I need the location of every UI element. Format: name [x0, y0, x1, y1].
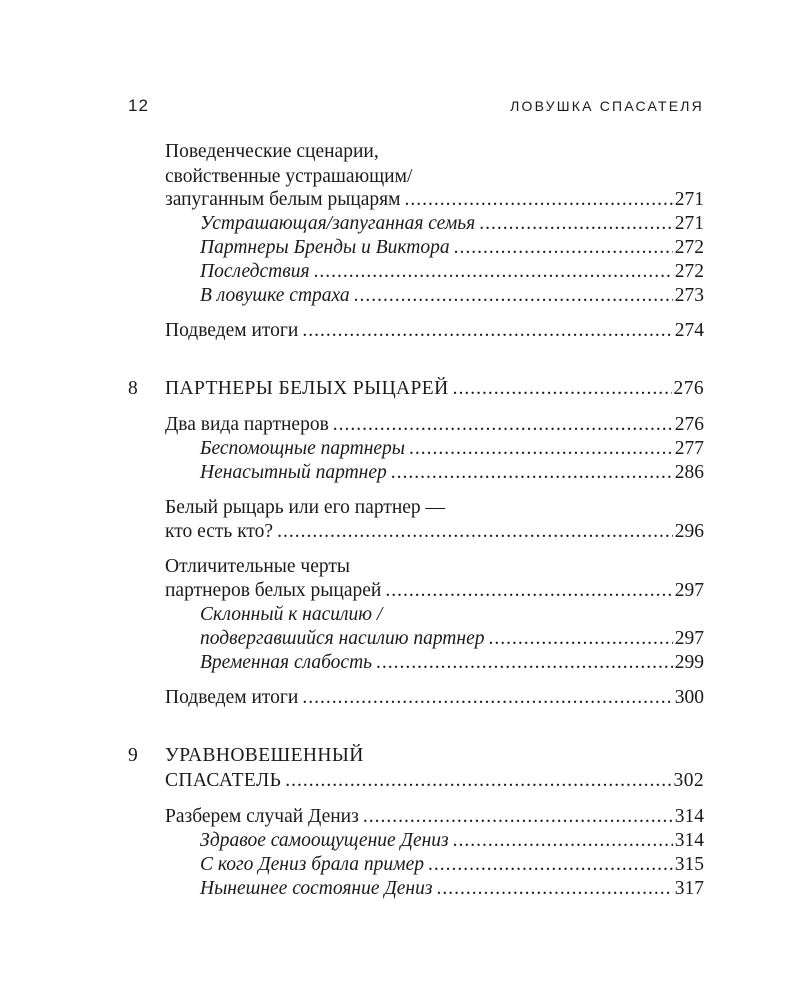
- toc-page-number: 276: [674, 414, 704, 435]
- toc-leader-dots: [405, 187, 673, 213]
- toc-entry-line: свойственные устрашающим/: [165, 166, 413, 187]
- toc-leader-dots: [302, 685, 672, 711]
- toc-page-number: 297: [674, 580, 704, 601]
- toc-entry-title: Беспомощные партнеры: [200, 438, 405, 459]
- toc-entry-line: Поведенческие сценарии,: [165, 141, 379, 162]
- toc-page-number: 317: [674, 878, 704, 899]
- toc-leader-dots: [453, 828, 673, 854]
- toc-subentry[interactable]: [200, 436, 704, 462]
- toc-page-number: 297: [674, 628, 704, 649]
- toc-entry-title: Подведем итоги: [165, 320, 299, 341]
- toc-leader-dots: [302, 318, 672, 344]
- toc-leader-dots: [428, 852, 673, 878]
- toc-entry-title: Здравое самоощущение Дениз: [200, 830, 449, 851]
- toc-entry-title: Разберем случай Дениз: [165, 806, 359, 827]
- toc-entry-title: партнеров белых рыцарей: [165, 580, 382, 601]
- toc-page-number: 300: [674, 687, 704, 708]
- running-head: ЛОВУШКА СПАСАТЕЛЯ: [510, 98, 704, 114]
- toc-entry-title: Два вида партнеров: [165, 414, 329, 435]
- toc-page-number: 272: [674, 237, 704, 258]
- toc-page-number: 314: [674, 806, 704, 827]
- toc-page-number: 299: [674, 652, 704, 673]
- toc-page-number: 296: [674, 521, 704, 542]
- toc-subentry[interactable]: [200, 828, 704, 854]
- toc-entry-title: Ненасытный партнер: [200, 462, 387, 483]
- toc-subentry[interactable]: [200, 650, 704, 676]
- toc-subentry-line: Склонный к насилию /: [200, 604, 383, 625]
- toc-entry-title: Подведем итоги: [165, 687, 299, 708]
- toc-entry-title: Партнеры Бренды и Виктора: [200, 237, 450, 258]
- toc-page-number: 272: [674, 261, 704, 282]
- toc-leader-dots: [409, 436, 673, 462]
- toc-subentry[interactable]: [200, 259, 704, 285]
- toc-leader-dots: [385, 578, 672, 604]
- toc-page-number: 302: [673, 770, 704, 791]
- toc-leader-dots: [314, 259, 673, 285]
- toc-entry-line: Белый рыцарь или его партнер —: [165, 497, 446, 518]
- toc-page-number: 314: [674, 830, 704, 851]
- toc-leader-dots: [488, 626, 672, 652]
- toc-chapter-entry[interactable]: [165, 376, 704, 402]
- toc-leader-dots: [333, 412, 673, 438]
- chapter-number: 9: [128, 745, 138, 766]
- toc-page-number: 274: [674, 320, 704, 341]
- toc-entry-title: запуганным белым рыцарям: [165, 189, 401, 210]
- toc-entry-line: Отличительные черты: [165, 556, 350, 577]
- toc-subentry[interactable]: [200, 211, 704, 237]
- toc-leader-dots: [376, 650, 673, 676]
- toc-subentry[interactable]: [200, 876, 704, 902]
- toc-page-number: 315: [674, 854, 704, 875]
- toc-leader-dots: [391, 460, 673, 486]
- toc-subentry[interactable]: [200, 626, 704, 652]
- toc-leader-dots: [354, 283, 673, 309]
- toc-subentry[interactable]: [200, 235, 704, 261]
- toc-subentry[interactable]: [200, 460, 704, 486]
- toc-subentry[interactable]: [200, 852, 704, 878]
- toc-entry-title: кто есть кто?: [165, 521, 274, 542]
- toc-leader-dots: [277, 519, 673, 545]
- toc-entry[interactable]: [165, 804, 704, 830]
- toc-leader-dots: [453, 376, 672, 402]
- toc-page-number: 277: [674, 438, 704, 459]
- toc-page-number: 271: [674, 213, 704, 234]
- toc-entry-title: В ловушке страха: [200, 285, 350, 306]
- chapter-number: 8: [128, 378, 138, 399]
- toc-page-number: 276: [673, 378, 704, 399]
- page-number: 12: [128, 96, 149, 115]
- toc-entry[interactable]: [165, 318, 704, 344]
- toc-entry[interactable]: [165, 187, 704, 213]
- toc-leader-dots: [363, 804, 673, 830]
- toc-leader-dots: [479, 211, 673, 237]
- toc-entry-title: Устрашающая/запуганная семья: [200, 213, 476, 234]
- toc-entry[interactable]: [165, 578, 704, 604]
- toc-leader-dots: [285, 768, 671, 794]
- chapter-title: СПАСАТЕЛЬ: [165, 770, 282, 791]
- toc-page-number: 273: [674, 285, 704, 306]
- toc-entry-title: Нынешнее состояние Дениз: [200, 878, 433, 899]
- toc-page-number: 271: [674, 189, 704, 210]
- toc-page-number: 286: [674, 462, 704, 483]
- toc-leader-dots: [436, 876, 672, 902]
- toc-entry-title: подвергавшийся насилию партнер: [200, 628, 485, 649]
- toc-entry-title: Временная слабость: [200, 652, 373, 673]
- toc-entry-title: Последствия: [200, 261, 310, 282]
- toc-entry-title: С кого Дениз брала пример: [200, 854, 424, 875]
- chapter-title: ПАРТНЕРЫ БЕЛЫХ РЫЦАРЕЙ: [165, 378, 449, 399]
- toc-entry[interactable]: [165, 685, 704, 711]
- toc-leader-dots: [454, 235, 673, 261]
- chapter-title-line: УРАВНОВЕШЕННЫЙ: [165, 745, 364, 766]
- toc-entry[interactable]: [165, 412, 704, 438]
- toc-entry[interactable]: [165, 519, 704, 545]
- toc-chapter-entry[interactable]: [165, 768, 704, 794]
- toc-subentry[interactable]: [200, 283, 704, 309]
